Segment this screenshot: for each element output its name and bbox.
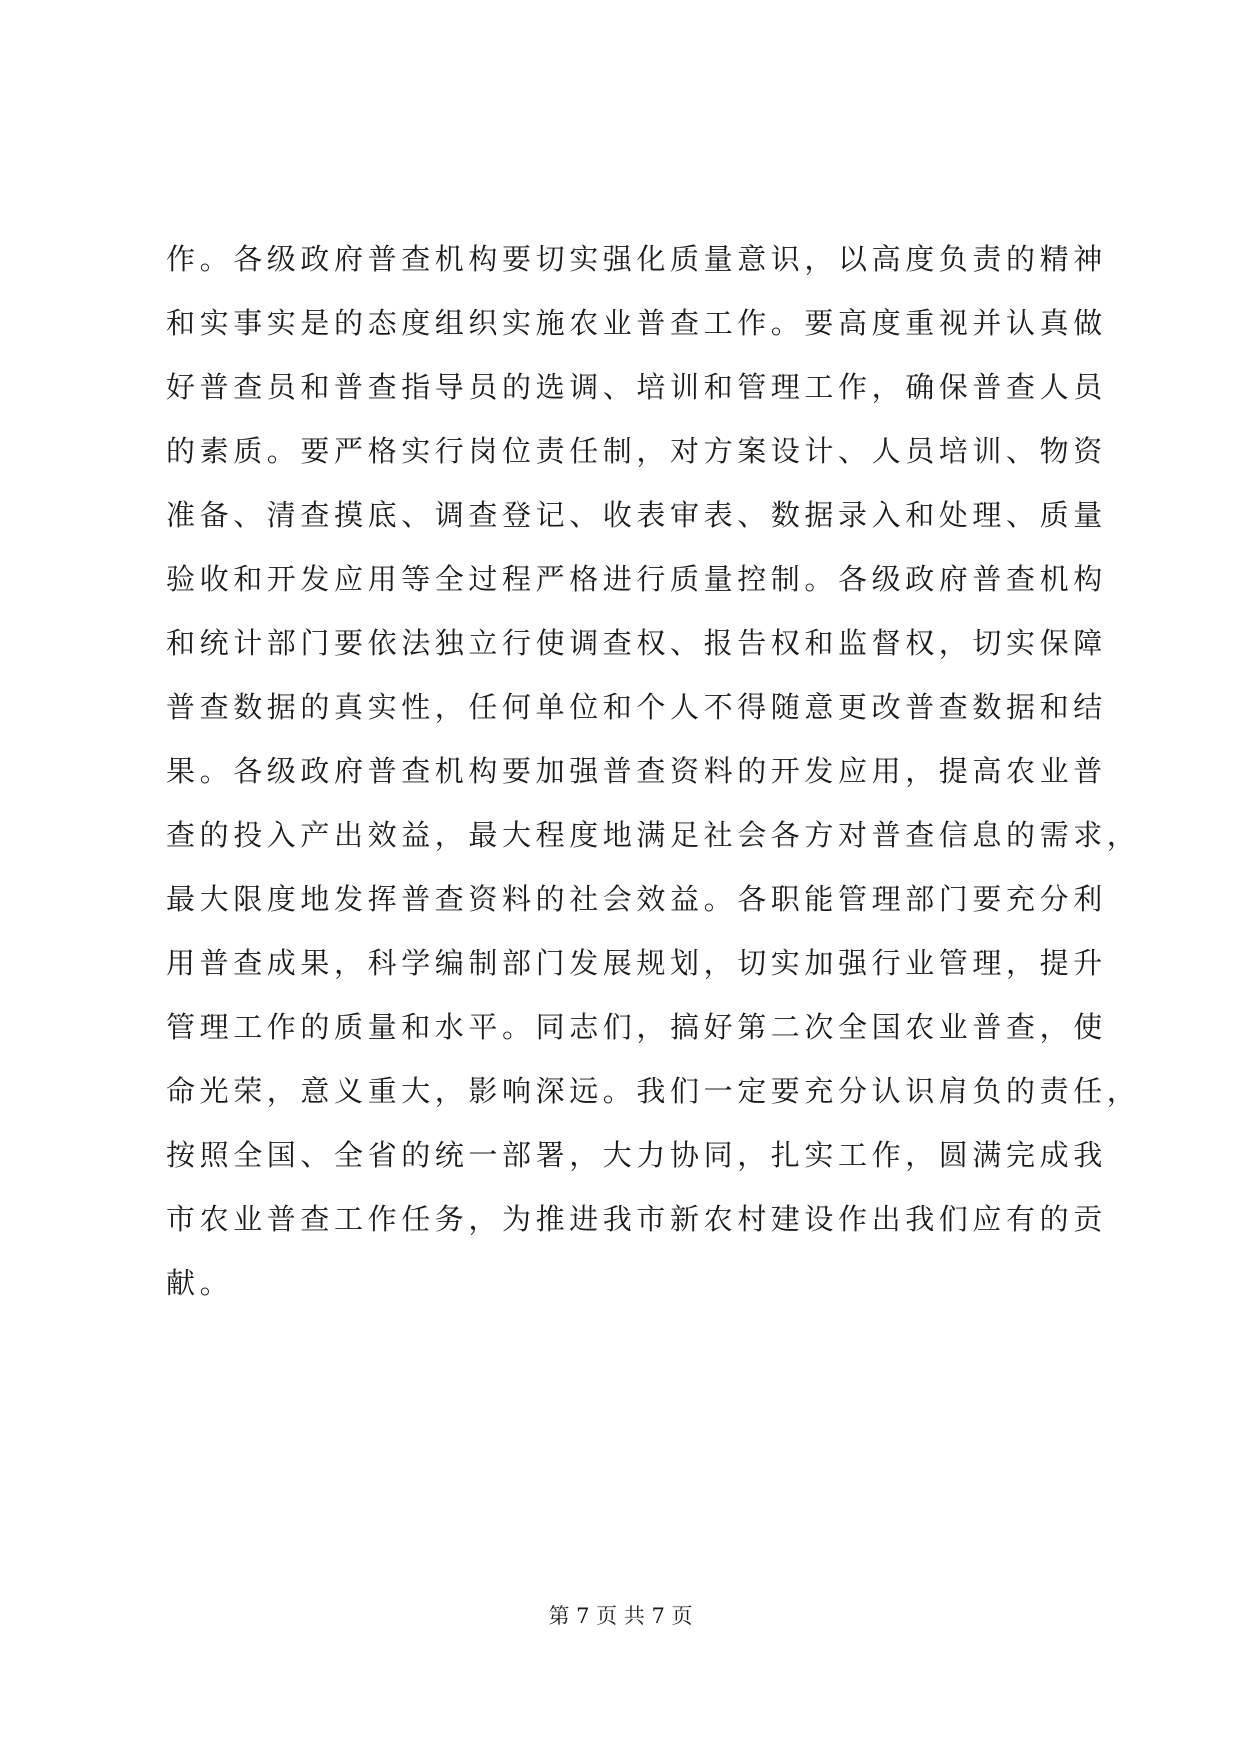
- body-paragraph: [166, 227, 1141, 1315]
- text-line-7: 和统计部门要依法独立行使调查权、报告权和监督权，切实保障: [166, 626, 1107, 660]
- text-line-13: 管理工作的质量和水平。同志们，搞好第二次全国农业普查，使: [166, 1010, 1107, 1044]
- text-line-2: 和实事实是的态度组织实施农业普查工作。要高度重视并认真做: [166, 306, 1107, 340]
- text-line-10: 查的投入产出效益，最大程度地满足社会各方对普查信息的需求，: [166, 818, 1141, 852]
- page-number-footer: 第 7 页 共 7 页: [548, 1604, 693, 1628]
- text-line-11: 最大限度地发挥普查资料的社会效益。各职能管理部门要充分利: [166, 882, 1107, 916]
- text-line-15: 按照全国、全省的统一部署，大力协同，扎实工作，圆满完成我: [166, 1138, 1107, 1172]
- text-line-1: 作。各级政府普查机构要切实强化质量意识，以高度负责的精神: [166, 242, 1107, 276]
- text-line-17: 献。: [166, 1266, 234, 1300]
- text-line-3: 好普查员和普查指导员的选调、培训和管理工作，确保普查人员: [166, 370, 1107, 404]
- text-line-4: 的素质。要严格实行岗位责任制，对方案设计、人员培训、物资: [166, 434, 1107, 468]
- text-line-14: 命光荣，意义重大，影响深远。我们一定要充分认识肩负的责任，: [166, 1074, 1141, 1108]
- text-line-5: 准备、清查摸底、调查登记、收表审表、数据录入和处理、质量: [166, 498, 1107, 532]
- text-line-16: 市农业普查工作任务，为推进我市新农村建设作出我们应有的贡: [166, 1202, 1107, 1236]
- text-line-8: 普查数据的真实性，任何单位和个人不得随意更改普查数据和结: [166, 690, 1107, 724]
- text-line-12: 用普查成果，科学编制部门发展规划，切实加强行业管理，提升: [166, 946, 1107, 980]
- text-line-9: 果。各级政府普查机构要加强普查资料的开发应用，提高农业普: [166, 754, 1107, 788]
- text-line-6: 验收和开发应用等全过程严格进行质量控制。各级政府普查机构: [166, 562, 1107, 596]
